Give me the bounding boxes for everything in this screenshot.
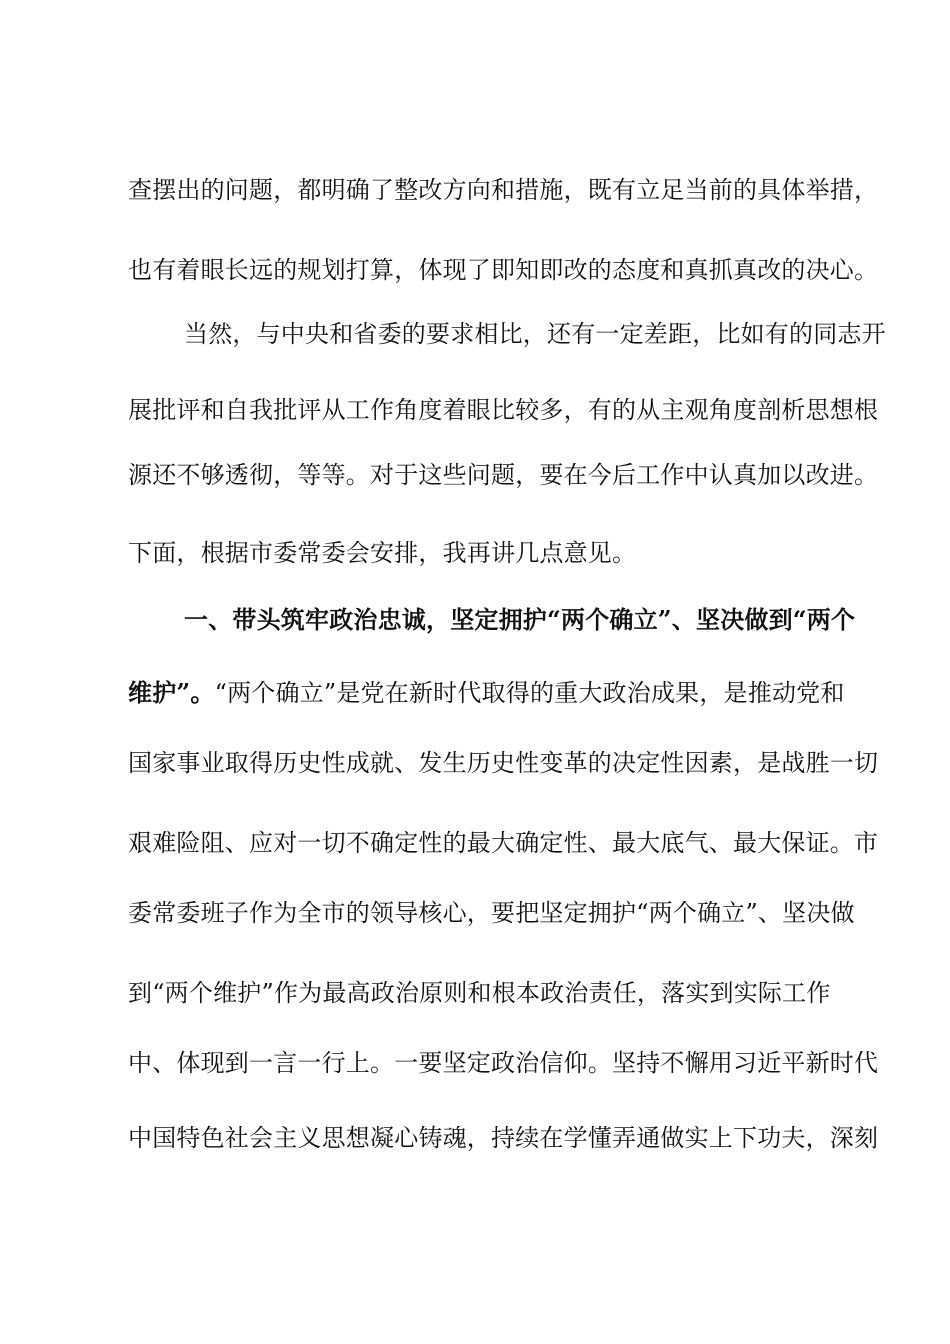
text-segment: 查摆出的问题，都明确了整改方向和措施，既有立足当前的具体举措， xyxy=(128,176,879,204)
text-line xyxy=(128,173,878,207)
text-segment: 艰难险阻、应对一切不确定性的最大确定性、最大底气、最大保证。市 xyxy=(128,829,879,857)
text-segment: 中国特色社会主义思想凝心铸魂，持续在学懂弄通做实上下功夫，深刻 xyxy=(128,1124,879,1152)
text-segment: 下面，根据市委常委会安排，我再讲几点意见。 xyxy=(128,539,637,567)
text-line xyxy=(128,746,878,780)
text-segment: 当然，与中央和省委的要求相比，还有一定差距，比如有的同志开 xyxy=(184,320,886,348)
text-line xyxy=(128,896,855,930)
text-line xyxy=(128,458,878,492)
text-line xyxy=(128,536,636,570)
text-line xyxy=(128,976,831,1010)
section-heading-end: 维护”。 xyxy=(128,678,215,707)
section-heading: 一、带头筑牢政治忠诚，坚定拥护“两个确立”、坚决做到“两个 xyxy=(184,605,856,634)
text-segment: 展批评和自我批评从工作角度着眼比较多，有的从主观角度剖析思想根 xyxy=(128,396,879,424)
text-line xyxy=(128,826,878,860)
text-line xyxy=(128,676,845,710)
text-segment: “两个确立”是党在新时代取得的重大政治成果，是推动党和 xyxy=(214,679,845,707)
text-segment: 中、体现到一言一行上。一要坚定政治信仰。坚持不懈用习近平新时代 xyxy=(128,1049,879,1077)
paragraph-start-line xyxy=(184,317,886,351)
text-segment: 到“两个维护”作为最高政治原则和根本政治责任，落实到实际工作 xyxy=(128,979,831,1007)
text-line xyxy=(128,1046,878,1080)
text-segment: 委常委班子作为全市的领导核心，要把坚定拥护“两个确立”、坚决做 xyxy=(128,899,855,927)
text-line xyxy=(128,253,878,287)
text-segment: 也有着眼长远的规划打算，体现了即知即改的态度和真抓真改的决心。 xyxy=(128,256,879,284)
text-segment: 源还不够透彻，等等。对于这些问题，要在今后工作中认真加以改进。 xyxy=(128,461,879,489)
text-line xyxy=(128,1121,878,1155)
text-segment: 国家事业取得历史性成就、发生历史性变革的决定性因素，是战胜一切 xyxy=(128,749,879,777)
section-heading-line xyxy=(184,603,855,637)
text-line xyxy=(128,393,878,427)
